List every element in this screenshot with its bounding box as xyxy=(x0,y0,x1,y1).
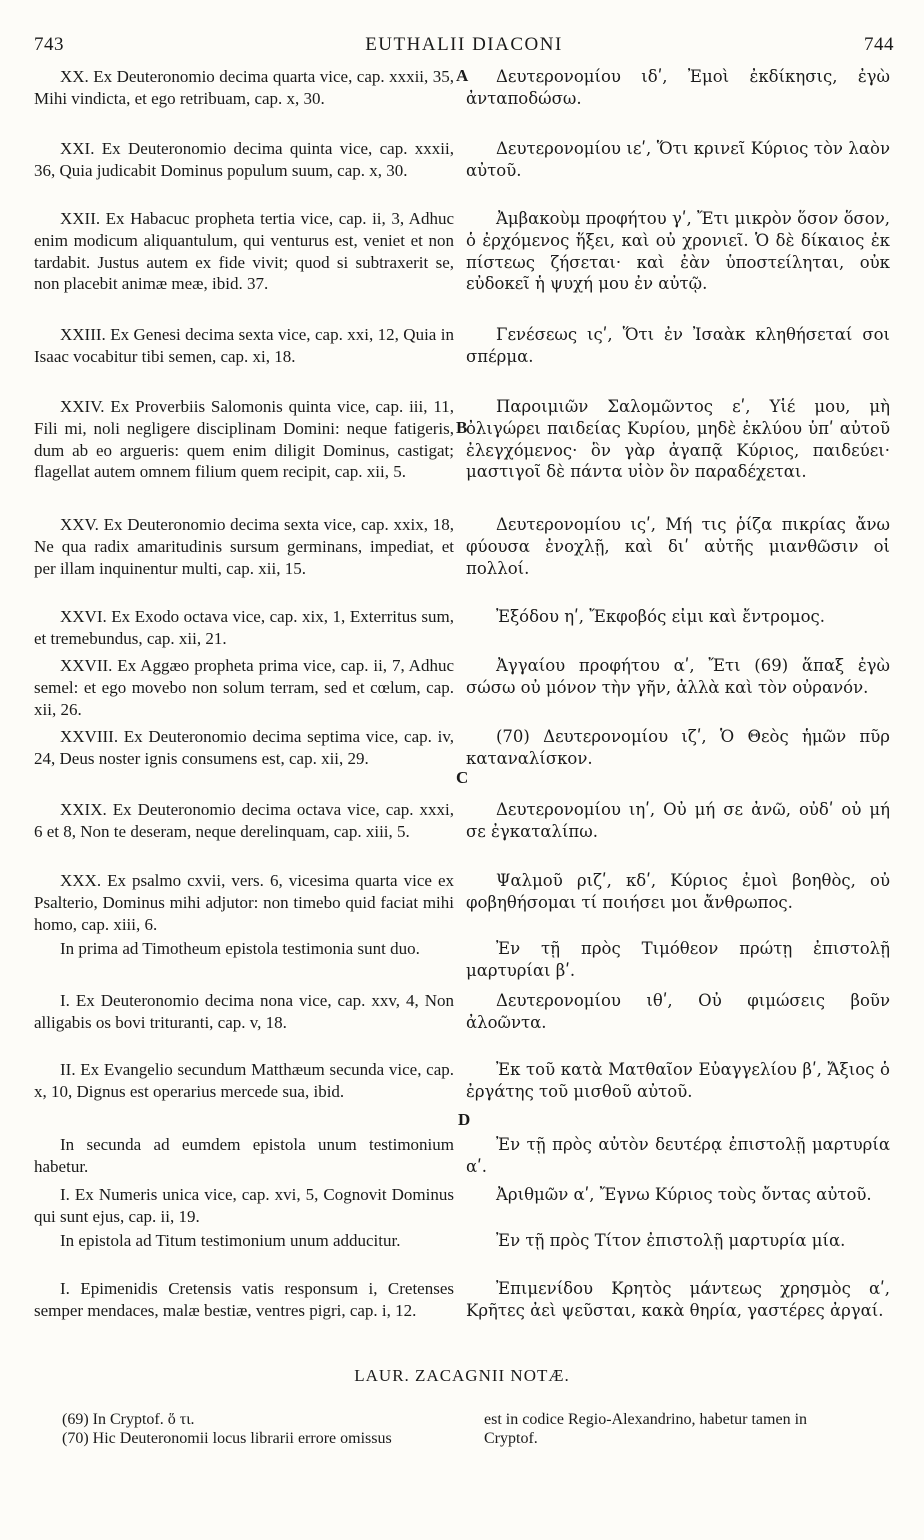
latin-text: XXVIII. Ex Deuteronomio decima septima vice, cap. iv, 24, Deus noster ignis consumens est, cap. xii, 29. xyxy=(34,727,454,768)
latin-text: XXIII. Ex Genesi decima sexta vice, cap. xxi, 12, Quia in Isaac vocabitur tibi semen, cap. xi, 18. xyxy=(34,325,454,366)
greek-text: Ἐν τῇ πρὸς αὐτὸν δευτέρᾳ ἐπιστολῇ μαρτυρία αʹ. xyxy=(466,1135,890,1176)
greek-text: (70) Δευτερονομίου ιζʹ, Ὁ Θεὸς ἡμῶν πῦρ καταναλίσκον. xyxy=(466,727,890,768)
greek-paragraph-g-xxix xyxy=(466,799,890,843)
latin-paragraph-xxi xyxy=(34,138,454,182)
latin-text: In secunda ad eumdem epistola unum testimonium habetur. xyxy=(34,1135,454,1176)
greek-text: Γενέσεως ιςʹ, Ὅτι ἐν Ἰσαὰκ κληθήσεταί σοι σπέρμα. xyxy=(466,325,890,366)
note-69: (69) In Cryptof. ὅ τι. xyxy=(62,1411,195,1428)
greek-text: Ἐν τῇ πρὸς Τιμόθεον πρώτῃ ἐπιστολῇ μαρτυρίαι βʹ. xyxy=(466,939,890,980)
margin-marker-a: A xyxy=(456,66,469,85)
greek-text: Δευτερονομίου ιθʹ, Οὐ φιμώσεις βοῦν ἀλοῶντα. xyxy=(466,991,890,1032)
greek-paragraph-g-xxvii xyxy=(466,655,890,699)
latin-paragraph-xxiv xyxy=(34,396,454,483)
greek-text: Ἀμβακοὺμ προφήτου γʹ, Ἔτι μικρὸν ὅσον ὅσον, ὁ ἐρχόμενος ἥξει, καὶ οὐ χρονιεῖ. Ὁ δὲ δίκαιος ἐκ πίστεως ζήσεται· καὶ ἐὰν ὑποστείληται, οὐκ εὐδοκεῖ ἡ ψυχή μου ἐν αὐτῷ. xyxy=(466,209,890,294)
latin-paragraph-tim-2 xyxy=(34,1059,454,1103)
greek-text: Ἀγγαίου προφήτου αʹ, Ἔτι (69) ἅπαξ ἐγὼ σώσω οὐ μόνον τὴν γῆν, ἀλλὰ καὶ τὸν οὐρανόν. xyxy=(466,656,890,697)
greek-paragraph-g-tim2-intro xyxy=(466,1134,890,1178)
running-title: EUTHALII DIACONI xyxy=(365,34,563,55)
latin-paragraph-tim-intro xyxy=(34,938,454,960)
greek-text: Ἀριθμῶν αʹ, Ἔγνω Κύριος τοὺς ὄντας αὐτοῦ. xyxy=(496,1185,872,1204)
greek-text: Ψαλμοῦ ριζʹ, κδʹ, Κύριος ἐμοὶ βοηθὸς, οὐ φοβηθήσομαι τί ποιήσει μοι ἄνθρωπος. xyxy=(466,871,890,912)
latin-paragraph-xxii xyxy=(34,208,454,295)
greek-paragraph-g-xxiii xyxy=(466,324,890,368)
latin-paragraph-xxix xyxy=(34,799,454,843)
margin-marker-b: B xyxy=(456,418,468,437)
greek-paragraph-g-xxvi xyxy=(466,606,890,628)
margin-marker-c: C xyxy=(456,768,469,787)
greek-paragraph-g-tit-intro xyxy=(466,1230,890,1252)
note-70-cont-line1: est in codice Regio-Alexandrino, habetur tamen in xyxy=(484,1411,808,1428)
latin-text: I. Ex Deuteronomio decima nona vice, cap. xxv, 4, Non alligabis os bovi trituranti, cap. v, 18. xyxy=(34,991,454,1032)
latin-paragraph-xxx xyxy=(34,870,454,935)
latin-text: XXII. Ex Habacuc propheta tertia vice, cap. ii, 3, Adhuc enim modicum aliquantulum, qui venturus est, veniet et non tardabit. Justus autem ex fide vivit; quod si subtraxerit se, non placebit animæ meæ, ibid. 37. xyxy=(34,209,454,294)
latin-paragraph-xxv xyxy=(34,514,454,579)
left-page-number: 743 xyxy=(34,34,64,55)
latin-paragraph-tim2-1 xyxy=(34,1184,454,1228)
margin-marker-d: D xyxy=(458,1110,471,1129)
latin-text: XXV. Ex Deuteronomio decima sexta vice, cap. xxix, 18, Ne qua radix amaritudinis sursum germinans, impediat, et per illam inquinentur multi, cap. xii, 15. xyxy=(34,515,454,578)
greek-paragraph-g-xxx xyxy=(466,870,890,914)
latin-paragraph-tit-1 xyxy=(34,1278,454,1322)
greek-paragraph-g-tim2-1 xyxy=(466,1184,890,1206)
latin-text: I. Ex Numeris unica vice, cap. xvi, 5, Cognovit Dominus qui sunt ejus, cap. ii, 19. xyxy=(34,1185,454,1226)
greek-paragraph-g-tim-1 xyxy=(466,990,890,1034)
greek-paragraph-g-xxv xyxy=(466,514,890,579)
latin-text: II. Ex Evangelio secundum Matthæum secunda vice, cap. x, 10, Dignus est operarius mercede sua, ibid. xyxy=(34,1060,454,1101)
greek-text: Δευτερονομίου ιηʹ, Οὐ μή σε ἀνῶ, οὐδʹ οὐ μή σε ἐγκαταλίπω. xyxy=(466,800,890,841)
latin-paragraph-xx xyxy=(34,66,454,110)
latin-text: XXVI. Ex Exodo octava vice, cap. xix, 1, Exterritus sum, et tremebundus, cap. xii, 21. xyxy=(34,607,454,648)
latin-text: In prima ad Timotheum epistola testimonia sunt duo. xyxy=(60,939,420,958)
latin-paragraph-tim2-intro xyxy=(34,1134,454,1178)
latin-text: XXI. Ex Deuteronomio decima quinta vice, cap. xxxii, 36, Quia judicabit Dominus populum suum, cap. x, 30. xyxy=(34,139,454,180)
latin-paragraph-tit-intro xyxy=(34,1230,454,1252)
greek-paragraph-g-xxii xyxy=(466,208,890,295)
latin-paragraph-xxviii xyxy=(34,726,454,770)
latin-text: XXIV. Ex Proverbiis Salomonis quinta vice, cap. iii, 11, Fili mi, noli negligere disciplinam Domini: neque fatigeris, dum ab eo argueris: quem enim diligit Dominus, castigat; flagellat autem omnem filium quem recipit, cap. xii, 5. xyxy=(34,397,454,482)
greek-text: Δευτερονομίου ιεʹ, Ὅτι κρινεῖ Κύριος τὸν λαὸν αὐτοῦ. xyxy=(466,139,890,180)
latin-paragraph-xxvi xyxy=(34,606,454,650)
greek-paragraph-g-xxiv xyxy=(466,396,890,483)
latin-text: I. Epimenidis Cretensis vatis responsum i, Cretenses semper mendaces, malæ bestiæ, ventres pigri, cap. i, 12. xyxy=(34,1279,454,1320)
latin-text: XXVII. Ex Aggæo propheta prima vice, cap. ii, 7, Adhuc semel: et ego movebo non solum terram, sed et cœlum, cap. xii, 26. xyxy=(34,656,454,719)
latin-text: XXX. Ex psalmo cxvii, vers. 6, vicesima quarta vice ex Psalterio, Dominus mihi adjutor: non timebo quid faciat mihi homo, cap. xiii, 6. xyxy=(34,871,454,934)
notes-title: LAUR. ZACAGNII NOTÆ. xyxy=(354,1366,570,1385)
greek-text: Δευτερονομίου ιδʹ, Ἐμοὶ ἐκδίκησις, ἐγὼ ἀνταποδώσω. xyxy=(466,67,890,108)
running-header xyxy=(34,34,894,62)
greek-paragraph-g-xxi xyxy=(466,138,890,182)
greek-text: Ἐξόδου ηʹ, Ἔκφοβός εἰμι καὶ ἔντρομος. xyxy=(496,607,826,626)
greek-text: Ἐπιμενίδου Κρητὸς μάντεως χρησμὸς αʹ, Κρῆτες ἀεὶ ψεῦσται, κακὰ θηρία, γαστέρες ἀργαί. xyxy=(466,1279,890,1320)
greek-paragraph-g-xxviii xyxy=(466,726,890,770)
greek-paragraph-g-tit-1 xyxy=(466,1278,890,1322)
note-70: (70) Hic Deuteronomii locus librarii errore omissus xyxy=(62,1430,392,1447)
greek-text: Παροιμιῶν Σαλομῶντος εʹ, Υἱέ μου, μὴ ὀλιγώρει παιδείας Κυρίου, μηδὲ ἐκλύου ὑπʹ αὐτοῦ ἐλεγχόμενος· ὃν γὰρ ἀγαπᾷ Κύριος, παιδεύει· μαστιγοῖ δὲ πάντα υἱὸν ὃν παραδέχεται. xyxy=(466,397,890,482)
right-page-number: 744 xyxy=(864,34,894,55)
greek-paragraph-g-xx xyxy=(466,66,890,110)
latin-paragraph-tim-1 xyxy=(34,990,454,1034)
greek-text: Ἐν τῇ πρὸς Τίτον ἐπιστολῇ μαρτυρία μία. xyxy=(496,1231,846,1250)
greek-text: Δευτερονομίου ιςʹ, Μή τις ῥίζα πικρίας ἄνω φύουσα ἐνοχλῇ, καὶ διʹ αὐτῆς μιανθῶσιν οἱ πολλοί. xyxy=(466,515,890,578)
note-70-cont-line2: Cryptof. xyxy=(484,1430,538,1447)
latin-text: XX. Ex Deuteronomio decima quarta vice, cap. xxxii, 35, Mihi vindicta, et ego retribuam, cap. x, 30. xyxy=(34,67,454,108)
greek-paragraph-g-tim-2 xyxy=(466,1059,890,1103)
latin-text: XXIX. Ex Deuteronomio decima octava vice, cap. xxxi, 6 et 8, Non te deseram, neque derelinquam, cap. xiii, 5. xyxy=(34,800,454,841)
greek-text: Ἐκ τοῦ κατὰ Ματθαῖον Εὐαγγελίου βʹ, Ἄξιος ὁ ἐργάτης τοῦ μισθοῦ αὐτοῦ. xyxy=(466,1060,890,1101)
latin-text: In epistola ad Titum testimonium unum adducitur. xyxy=(60,1231,401,1250)
latin-paragraph-xxvii xyxy=(34,655,454,720)
greek-paragraph-g-tim-intro xyxy=(466,938,890,982)
latin-paragraph-xxiii xyxy=(34,324,454,368)
